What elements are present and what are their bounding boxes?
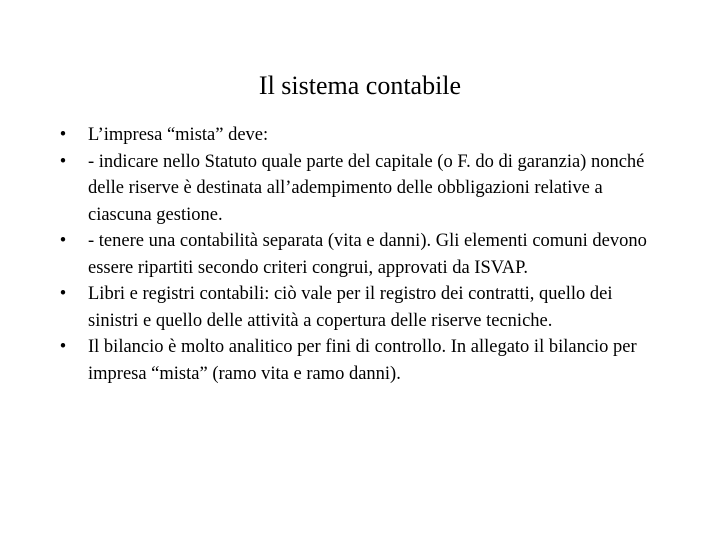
bullet-text: Libri e registri contabili: ciò vale per il registro dei contratti, quello dei sinistri e quello delle attività a copertura delle riserve tecniche. [88, 284, 613, 331]
bullet-dot-icon: • [59, 284, 67, 304]
bullet-item-impresa-mista [56, 122, 656, 149]
bullet-text: - tenere una contabilità separata (vita e danni). Gli elementi comuni devono essere ripartiti secondo criteri congrui, approvati da ISVAP. [88, 231, 647, 278]
bullet-item-contabilita-separata [56, 228, 656, 281]
bullet-item-statuto [56, 149, 656, 229]
bullet-text: L’impresa “mista” deve: [88, 125, 269, 145]
slide-title: Il sistema contabile [258, 71, 462, 100]
bullet-dot-icon: • [59, 151, 67, 172]
bullet-dot-icon: • [59, 231, 67, 251]
bullet-dot-icon: • [59, 337, 67, 357]
bullet-dot-icon: • [59, 125, 67, 145]
bullet-text: - indicare nello Statuto quale parte del capitale (o F. do di garanzia) nonché delle riserve è destinata all’adempimento delle obbligazioni relative a ciascuna gestione. [88, 151, 645, 225]
bullet-list [56, 122, 656, 387]
bullet-text: Il bilancio è molto analitico per fini di controllo. In allegato il bilancio per impresa “mista” (ramo vita e ramo danni). [88, 337, 637, 384]
bullet-item-libri-registri [56, 281, 656, 334]
bullet-item-bilancio [56, 334, 656, 387]
